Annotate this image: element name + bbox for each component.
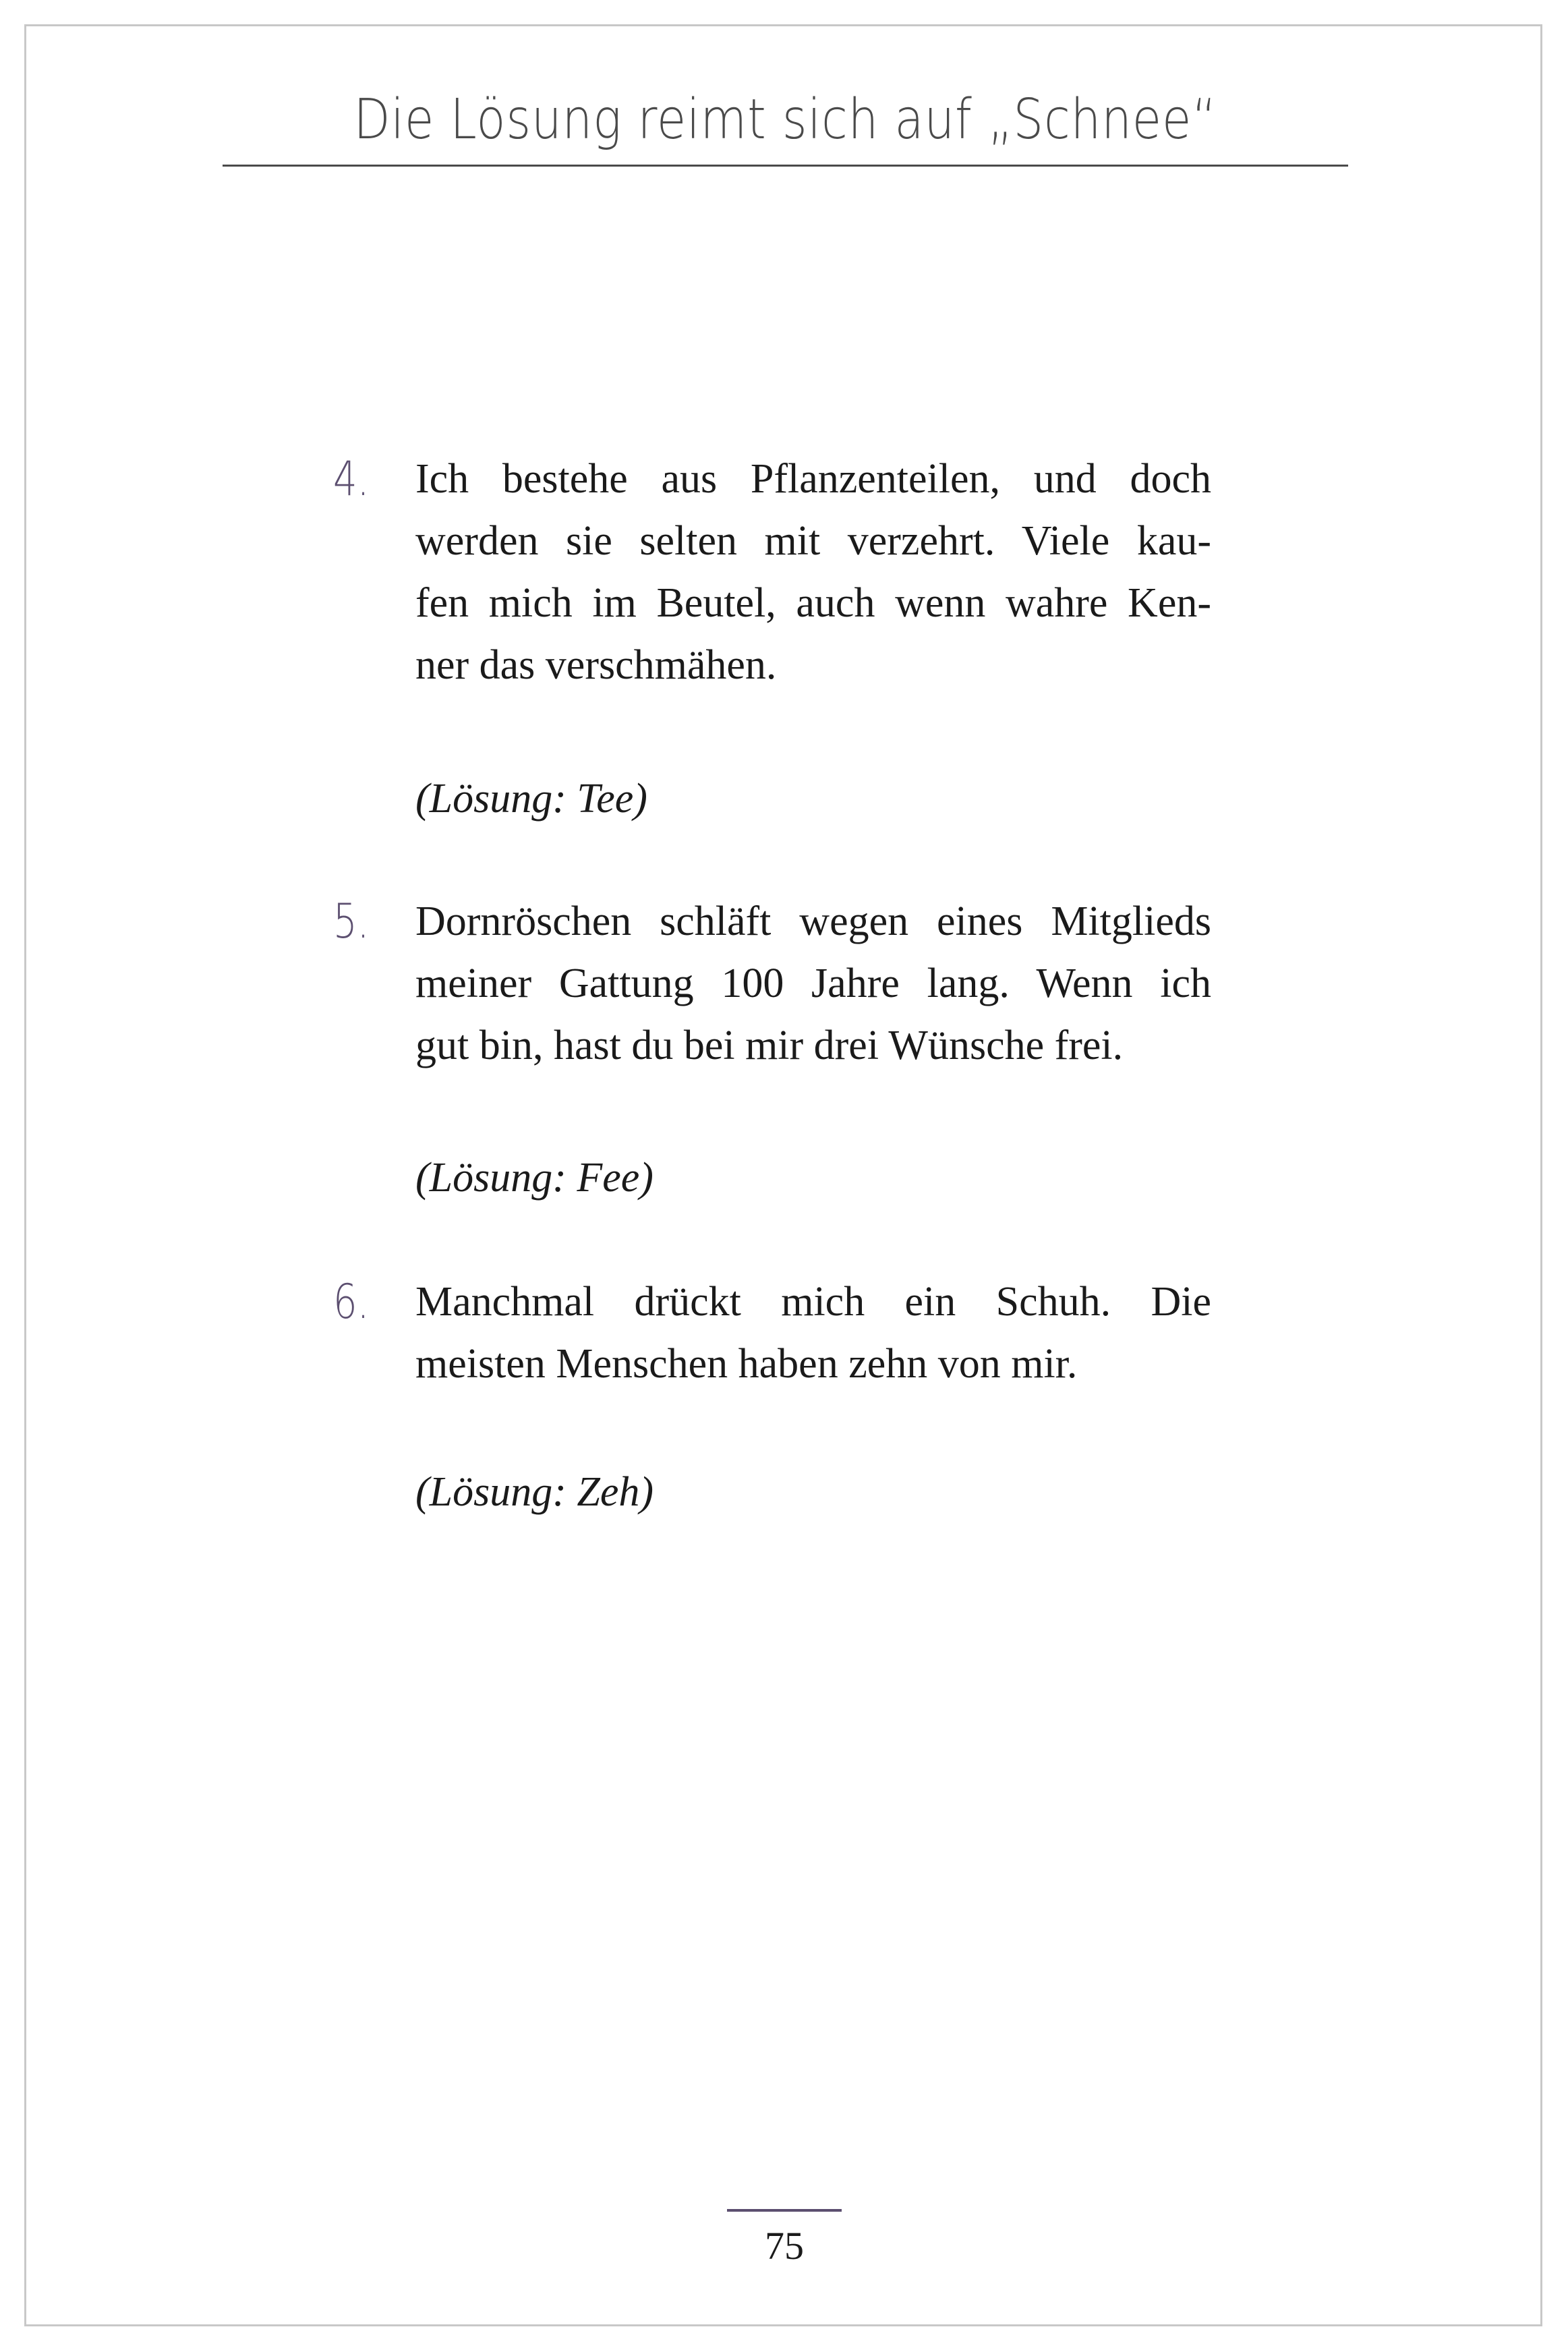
- riddle-line: Dornröschen schläft wegen eines Mitglieds: [415, 898, 1211, 944]
- riddle-line: meiner Gattung 100 Jahre lang. Wenn ich: [415, 960, 1211, 1006]
- page-border: [24, 24, 1542, 2326]
- riddle-line: ner das verschmähen.: [415, 642, 777, 688]
- footer-divider: [727, 2209, 842, 2212]
- page-number: 75: [765, 2224, 804, 2268]
- riddle-line: werden sie selten mit verzehrt. Viele kau-: [415, 518, 1211, 564]
- riddle-solution: (Lösung: Fee): [415, 1155, 654, 1201]
- riddle-text: [415, 890, 1211, 1077]
- page-header-title: Die Lösung reimt sich auf „Schnee“: [353, 88, 1217, 152]
- riddle-line: gut bin, hast du bei mir drei Wünsche frei.: [415, 1023, 1124, 1068]
- riddle-number: 4.: [333, 451, 370, 507]
- riddle-text: [415, 1271, 1211, 1395]
- riddle-solution: (Lösung: Tee): [415, 776, 647, 822]
- riddle-line: meisten Menschen haben zehn von mir.: [415, 1341, 1078, 1387]
- riddle-number: 5.: [333, 894, 370, 949]
- riddle-line: fen mich im Beutel, auch wenn wahre Ken-: [415, 580, 1211, 626]
- riddle-number: 6.: [333, 1274, 370, 1329]
- header-divider: [223, 165, 1348, 167]
- riddle-text: [415, 448, 1211, 696]
- riddle-line: Manchmal drückt mich ein Schuh. Die: [415, 1279, 1211, 1325]
- riddle-line: Ich bestehe aus Pflanzenteilen, und doch: [415, 456, 1211, 502]
- riddle-solution: (Lösung: Zeh): [415, 1469, 654, 1515]
